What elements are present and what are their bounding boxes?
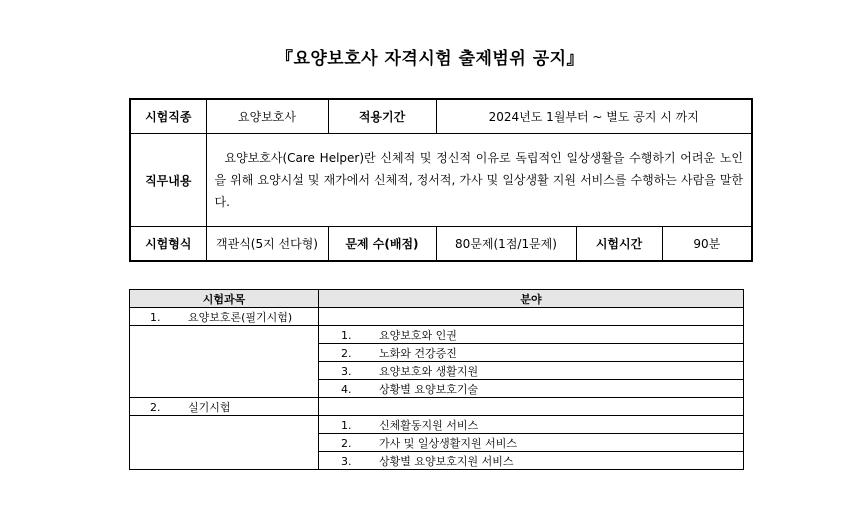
header-subject: 시험과목 xyxy=(130,290,319,308)
exam-scope-table xyxy=(129,289,744,470)
field-item: 3. 요양보호와 생활지원 xyxy=(319,362,744,380)
field-item: 1. 신체활동지원 서비스 xyxy=(319,416,744,434)
duty-label: 직무내용 xyxy=(130,134,206,227)
header-field: 분야 xyxy=(319,290,744,308)
exam-info-table xyxy=(129,98,753,262)
duty-description: 요양보호사(Care Helper)란 신체적 및 정신적 이유로 독립적인 일상생활을 수행하기 어려운 노인을 위해 요양시설 및 재가에서 신체적, 정서적, 가사 및 일상생활 지원 서비스를 수행하는 사람을 말한다. xyxy=(206,134,752,227)
time-label: 시험시간 xyxy=(576,227,662,262)
subject-2: 2. 실기시험 xyxy=(130,398,319,416)
questions-label: 문제 수(배점) xyxy=(328,227,436,262)
field-item: 2. 가사 및 일상생활지원 서비스 xyxy=(319,434,744,452)
exam-type-label: 시험직종 xyxy=(130,99,206,134)
page-title: 『요양보호사 자격시험 출제범위 공지』 xyxy=(275,49,585,69)
field-item: 4. 상황별 요양보호기술 xyxy=(319,380,744,398)
format-value: 객관식(5지 선다형) xyxy=(206,227,328,262)
questions-value: 80문제(1점/1문제) xyxy=(436,227,576,262)
table-row xyxy=(130,398,744,416)
time-value: 90분 xyxy=(662,227,752,262)
format-label: 시험형식 xyxy=(130,227,206,262)
period-value: 2024년도 1월부터 ~ 별도 공지 시 까지 xyxy=(436,99,752,134)
period-label: 적용기간 xyxy=(328,99,436,134)
field-item: 3. 상황별 요양보호지원 서비스 xyxy=(319,452,744,470)
table-row xyxy=(130,416,744,434)
field-item: 1. 요양보호와 인권 xyxy=(319,326,744,344)
table-row xyxy=(130,308,744,326)
subject-1: 1. 요양보호론(필기시험) xyxy=(130,308,319,326)
field-item: 2. 노화와 건강증진 xyxy=(319,344,744,362)
exam-type-value: 요양보호사 xyxy=(206,99,328,134)
table-row xyxy=(130,326,744,344)
